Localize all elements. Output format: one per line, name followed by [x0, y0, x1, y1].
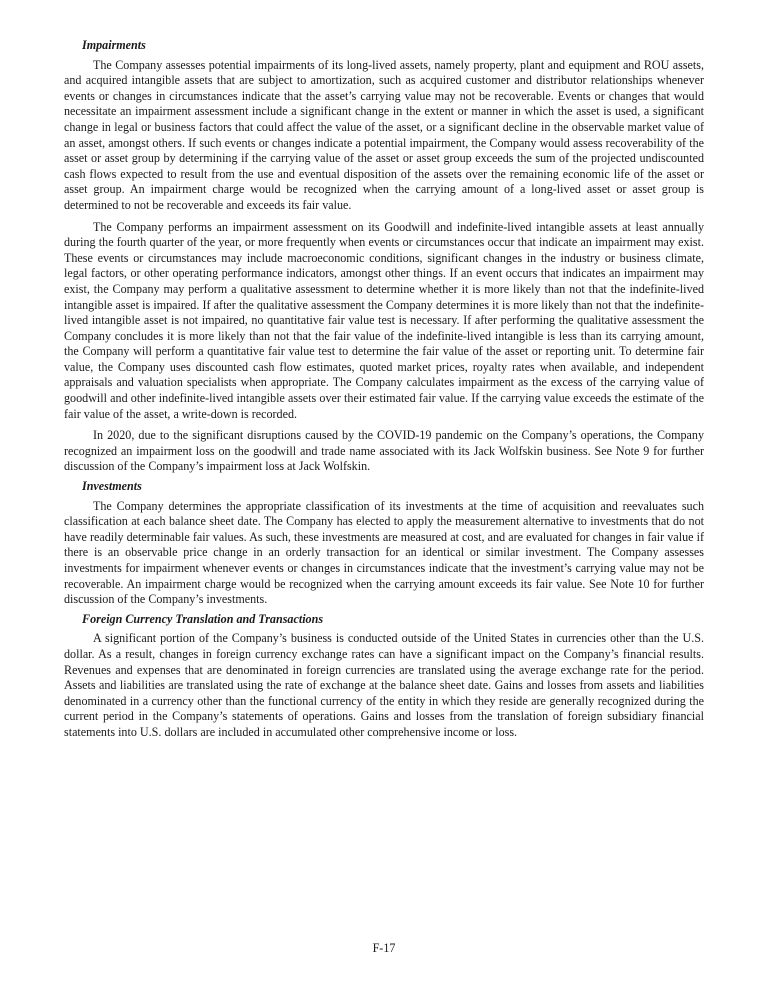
paragraph: The Company determines the appropriate classification of its investments at the time of acquisition and reevaluates such classification at each balance sheet date. The Company has elected to apply the measurement alternative to investments that do not have readily determinable fair values. As such, these investments are measured at cost, and are evaluated for changes in fair value if there is an observable price change in an orderly transaction for an identical or similar investment. The Company assesses investments for impairment whenever events or changes in circumstances indicate that the investment’s carrying value may not be recoverable. An impairment charge would be recognized when the carrying amount exceeds its fair value. See Note 10 for further discussion of the Company’s investments.	[64, 498, 704, 607]
section-heading: Impairments	[82, 38, 146, 52]
section-foreign-currency	[64, 612, 704, 741]
section-heading: Foreign Currency Translation and Transactions	[82, 611, 324, 626]
section-heading: Investments	[82, 479, 142, 494]
section-impairments	[64, 38, 704, 475]
section-investments	[64, 479, 704, 608]
page-number: F-17	[372, 941, 396, 955]
document-page	[64, 38, 704, 747]
paragraph: A significant portion of the Company’s business is conducted outside of the United States in currencies other than the U.S. dollar. As a result, changes in foreign currency exchange rates can have a significant impact on the Company’s financial results. Revenues and expenses that are denominated in foreign currencies are translated using the average exchange rate for the period. Assets and liabilities are translated using the rate of exchange at the balance sheet date. Gains and losses from assets and liabilities denominated in a currency other than the functional currency of the entity in which they reside are generally recognized during the current period in the Company’s statements of operations. Gains and losses from the translation of foreign subsidiary financial statements into U.S. dollars are included in accumulated other comprehensive income or loss.	[64, 631, 704, 739]
paragraph: The Company assesses potential impairments of its long-lived assets, namely property, plant and equipment and ROU assets, and acquired intangible assets that are subject to amortization, such as acquired customer and distributor relationships whenever events or changes in circumstances indicate that the asset’s carrying value may not be recoverable. Events or changes that would necessitate an impairment assessment include a significant change in the extent or manner in which the asset is used, a significant change in legal or business factors that could affect the value of the asset, or a significant decline in the observable market value of an asset, amongst others. If such events or changes indicate a potential impairment, the Company would assess recoverability of the asset or asset group by determining if the carrying value of the asset or asset group exceeds the sum of the projected undiscounted cash flows expected to result from the use and eventual disposition of the assets over the remaining economic life of the asset or asset group. An impairment charge would be recognized when the carrying amount of a long-lived asset or asset group is determined to not be recoverable and exceeds its fair value.	[64, 57, 704, 212]
paragraph: In 2020, due to the significant disruptions caused by the COVID-19 pandemic on the Company’s operations, the Company recognized an impairment loss on the goodwill and trade name associated with its Jack Wolfskin business. See Note 9 for further discussion of the Company’s impairment loss at Jack Wolfskin.	[64, 428, 704, 474]
paragraph: The Company performs an impairment assessment on its Goodwill and indefinite-lived intangible assets at least annually during the fourth quarter of the year, or more frequently when events or circumstances occur that indicate an impairment may exist. These events or circumstances may include macroeconomic conditions, significant changes in the industry or business climate, legal factors, or other operating performance indicators, amongst other things. If an event occurs that indicates an impairment may exist, the Company may perform a qualitative assessment to determine whether it is more likely than not that the indefinite-lived intangible asset is impaired. If after the qualitative assessment the Company determines it is more likely than not that the indefinite-lived intangible asset is not impaired, no quantitative fair value test is necessary. If after performing the qualitative assessment the Company concludes it is more likely than not that the fair value of the indefinite-lived intangible is less than its carrying amount, the Company will perform a quantitative fair value test to determine the fair value of the asset or reporting unit. To determine fair value, the Company uses discounted cash flow estimates, quoted market prices, royalty rates when available, and independent appraisals and valuation specialists when appropriate. The Company calculates impairment as the excess of the carrying value of goodwill and other indefinite-lived intangible assets over their estimated fair value. If the carrying value exceeds the estimate of the fair value of the asset, a write-down is recorded.	[64, 219, 704, 421]
